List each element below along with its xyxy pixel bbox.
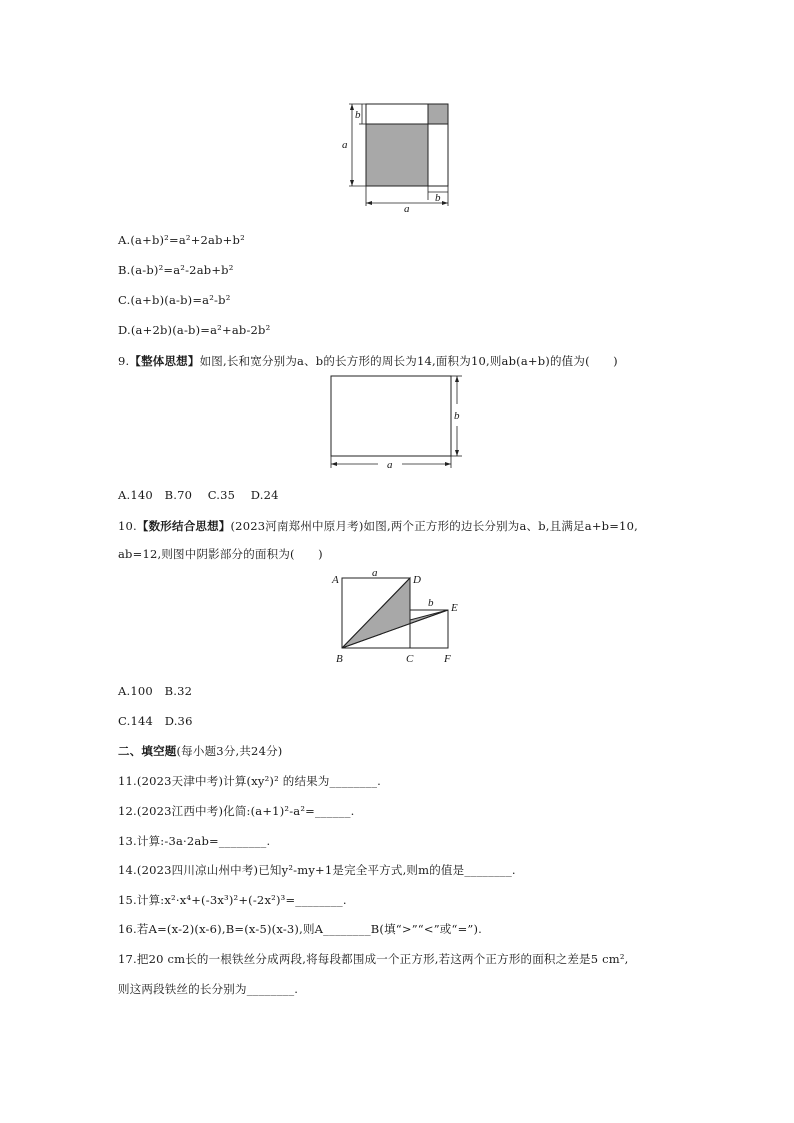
q10-number: 10. bbox=[118, 519, 137, 533]
q11: 11.(2023天津中考)计算(xy²)² 的结果为________. bbox=[118, 774, 382, 788]
point-f: F bbox=[444, 653, 451, 665]
section-title: 二、填空题 bbox=[118, 744, 177, 758]
label-a: a bbox=[387, 459, 393, 471]
side-b: b bbox=[428, 597, 434, 609]
section-note: (每小题3分,共24分) bbox=[176, 744, 283, 758]
q8-option-c: C.(a+b)(a-b)=a²-b² bbox=[118, 293, 231, 307]
q8-option-b: B.(a-b)²=a²-2ab+b² bbox=[118, 263, 234, 277]
q13: 13.计算:-3a·2ab=________. bbox=[118, 834, 271, 848]
q17-line1: 17.把20 cm长的一根铁丝分成两段,将每段都围成一个正方形,若这两个正方形的面积之差是5 cm², bbox=[118, 952, 629, 966]
label-b-left: b bbox=[355, 109, 361, 121]
point-c: C bbox=[406, 653, 414, 665]
shaded-region bbox=[342, 578, 448, 648]
side-a: a bbox=[372, 567, 378, 579]
point-e: E bbox=[451, 602, 458, 614]
shaded-square-a-minus-b bbox=[366, 124, 428, 186]
q9-tag: 【整体思想】 bbox=[129, 354, 200, 368]
q16: 16.若A=(x-2)(x-6),B=(x-5)(x-3),则A________B(填“>”“<”或“=”). bbox=[118, 922, 483, 936]
q8-option-d: D.(a+2b)(a-b)=a²+ab-2b² bbox=[118, 323, 271, 337]
label-a-left: a bbox=[342, 139, 348, 151]
square-diagram-q8 bbox=[340, 100, 455, 212]
q15: 15.计算:x²·x⁴+(-3x³)²+(-2x²)³=________. bbox=[118, 893, 347, 907]
q14: 14.(2023四川凉山州中考)已知y²-my+1是完全平方式,则m的值是________. bbox=[118, 863, 516, 877]
q12: 12.(2023江西中考)化简:(a+1)²-a²=______. bbox=[118, 804, 355, 818]
q10-options-1: A.100 B.32 bbox=[118, 684, 193, 698]
shaded-square-b bbox=[428, 104, 448, 124]
section-heading bbox=[118, 743, 282, 759]
q17-line2: 则这两段铁丝的长分别为________. bbox=[118, 982, 299, 996]
q9-number: 9. bbox=[118, 354, 130, 368]
q9-text: 如图,长和宽分别为a、b的长方形的周长为14,面积为10,则ab(a+b)的值为( ) bbox=[199, 354, 618, 368]
q10-text-1: (2023河南郑州中原月考)如图,两个正方形的边长分别为a、b,且满足a+b=10, bbox=[230, 519, 638, 533]
q9-options: A.140 B.70 C.35 D.24 bbox=[118, 488, 279, 502]
q10-options-2: C.144 D.36 bbox=[118, 714, 193, 728]
label-b: b bbox=[454, 410, 460, 422]
label-a-bottom: a bbox=[404, 203, 410, 212]
q10-stem-line2: ab=12,则图中阴影部分的面积为( ) bbox=[118, 547, 323, 561]
label-b-bottom: b bbox=[435, 192, 441, 204]
rectangle-diagram-q9 bbox=[326, 370, 466, 472]
point-a: A bbox=[332, 574, 339, 586]
two-squares-diagram-q10 bbox=[328, 566, 468, 668]
point-b: B bbox=[336, 653, 343, 665]
point-d: D bbox=[413, 574, 421, 586]
q10-tag: 【数形结合思想】 bbox=[136, 519, 231, 533]
q8-option-a: A.(a+b)²=a²+2ab+b² bbox=[118, 233, 245, 247]
q9-stem bbox=[118, 353, 618, 369]
q10-stem-line1 bbox=[118, 518, 638, 534]
